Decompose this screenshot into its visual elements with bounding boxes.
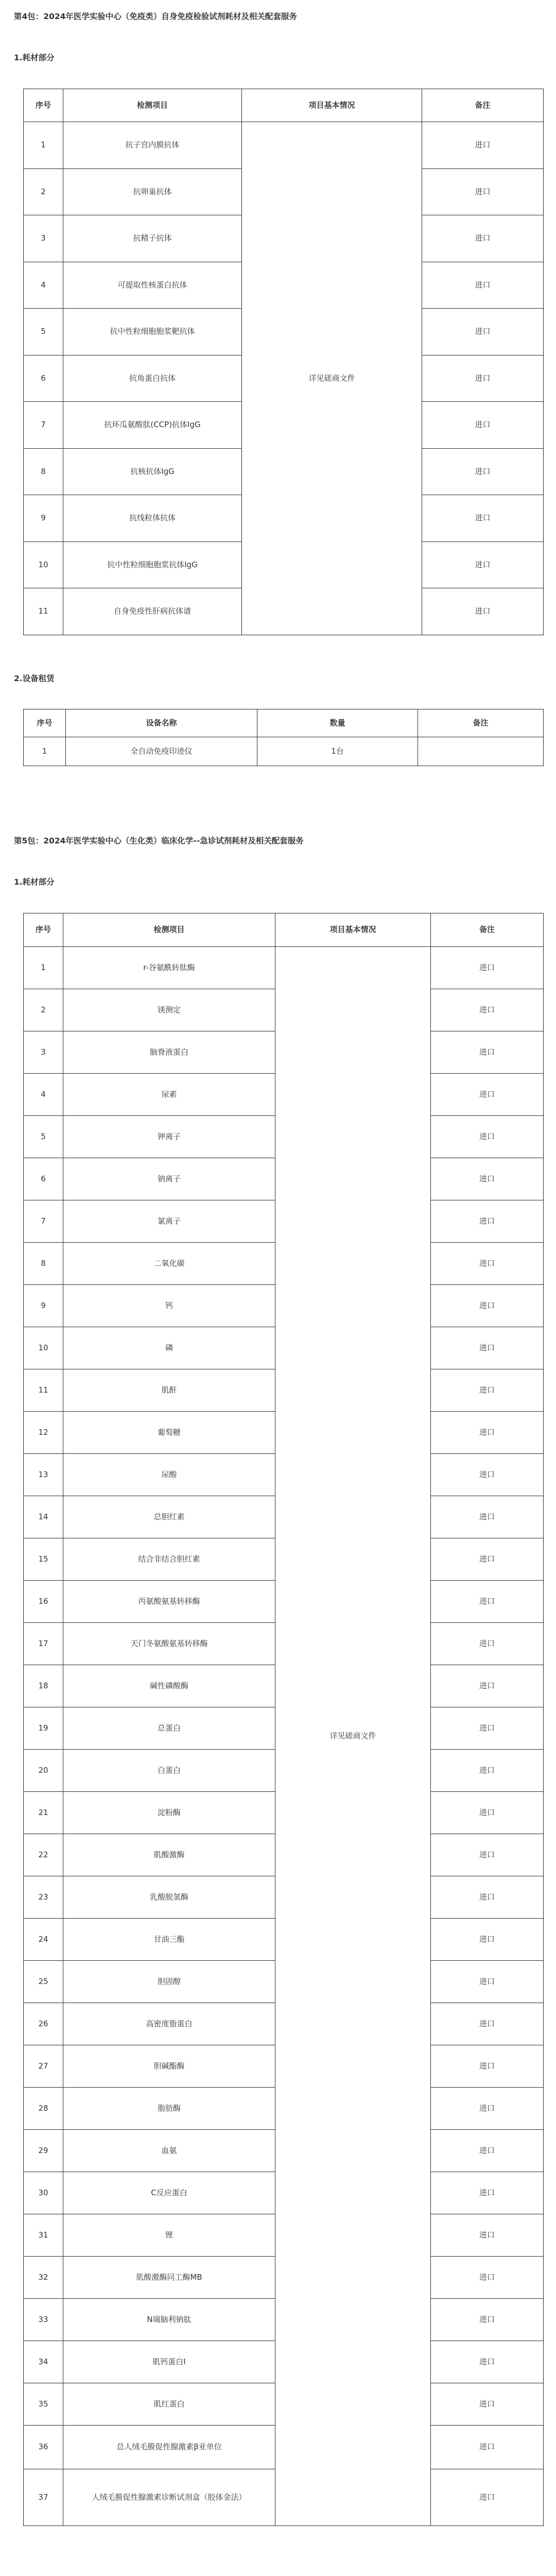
cell-item: 锂 (63, 2214, 275, 2257)
cell-no: 5 (24, 309, 63, 355)
cell-note: 进口 (431, 1327, 544, 1369)
cell-item: 磷 (63, 1327, 275, 1369)
cell-note: 进口 (422, 402, 544, 449)
cell-item: 乳酸脱氢酶 (63, 1876, 275, 1919)
cell-item: 总人绒毛膜促性腺激素β亚单位 (63, 2426, 275, 2469)
cell-item: 肌钙蛋白I (63, 2341, 275, 2383)
cell-note: 进口 (431, 1116, 544, 1158)
cell-item: 胆碱酯酶 (63, 2045, 275, 2088)
cell-no: 29 (24, 2130, 63, 2172)
cell-note: 进口 (422, 309, 544, 355)
cell-item: C反应蛋白 (63, 2172, 275, 2214)
cell-no: 37 (24, 2469, 63, 2526)
cell-no: 26 (24, 2003, 63, 2045)
cell-no: 33 (24, 2299, 63, 2341)
header-qty: 数量 (257, 709, 418, 737)
cell-note: 进口 (422, 355, 544, 402)
cell-note: 进口 (431, 1412, 544, 1454)
cell-no: 20 (24, 1750, 63, 1792)
cell-no: 10 (24, 541, 63, 588)
lot5-materials-heading: 1.耗材部分 (14, 877, 55, 887)
cell-no: 1 (24, 737, 66, 766)
cell-no: 15 (24, 1538, 63, 1581)
cell-no: 1 (24, 122, 63, 169)
cell-item: 钠离子 (63, 1158, 275, 1200)
cell-item: 淀粉酶 (63, 1792, 275, 1834)
cell-no: 23 (24, 1876, 63, 1919)
header-item: 检测项目 (63, 913, 275, 947)
cell-item: 尿酸 (63, 1454, 275, 1496)
cell-no: 14 (24, 1496, 63, 1538)
cell-item: 碱性磷酸酶 (63, 1665, 275, 1707)
cell-note: 进口 (431, 2426, 544, 2469)
cell-note: 进口 (431, 1919, 544, 1961)
cell-note: 进口 (431, 1623, 544, 1665)
cell-item: 抗线粒体抗体 (63, 495, 242, 542)
cell-item: 钾离子 (63, 1116, 275, 1158)
cell-no: 34 (24, 2341, 63, 2383)
cell-item: 抗精子抗体 (63, 215, 242, 262)
cell-note: 进口 (431, 2383, 544, 2426)
cell-info: 详见磋商文件 (242, 122, 422, 635)
cell-item: 胆固醇 (63, 1961, 275, 2003)
cell-note: 进口 (422, 122, 544, 169)
cell-item: 抗中性粒细胞胞浆抗体IgG (63, 541, 242, 588)
cell-note: 进口 (431, 1961, 544, 2003)
cell-note: 进口 (431, 1538, 544, 1581)
cell-no: 24 (24, 1919, 63, 1961)
cell-note: 进口 (431, 2299, 544, 2341)
cell-note: 进口 (422, 541, 544, 588)
header-no: 序号 (24, 913, 63, 947)
cell-no: 18 (24, 1665, 63, 1707)
lot5-materials-table (23, 913, 544, 2526)
cell-qty: 1台 (257, 737, 418, 766)
cell-note: 进口 (431, 1750, 544, 1792)
cell-note: 进口 (431, 1454, 544, 1496)
cell-no: 9 (24, 495, 63, 542)
cell-note: 进口 (422, 495, 544, 542)
header-name: 设备名称 (66, 709, 257, 737)
cell-no: 31 (24, 2214, 63, 2257)
cell-note: 进口 (431, 1792, 544, 1834)
cell-no: 17 (24, 1623, 63, 1665)
cell-note: 进口 (422, 215, 544, 262)
lot4-materials-table (23, 89, 544, 635)
cell-note: 进口 (431, 1496, 544, 1538)
cell-no: 30 (24, 2172, 63, 2214)
cell-item: 尿素 (63, 1074, 275, 1116)
lot4-title: 第4包：2024年医学实验中心（免疫类）自身免疫检验试剂耗材及相关配套服务 (14, 12, 297, 21)
cell-item: 天门冬氨酸氨基转移酶 (63, 1623, 275, 1665)
cell-no: 28 (24, 2088, 63, 2130)
cell-item: 肌酸激酶同工酶MB (63, 2257, 275, 2299)
cell-no: 1 (24, 947, 63, 989)
lot4-materials-heading: 1.耗材部分 (14, 53, 55, 62)
cell-no: 3 (24, 1031, 63, 1074)
cell-no: 4 (24, 1074, 63, 1116)
header-note: 备注 (418, 709, 544, 737)
cell-no: 2 (24, 168, 63, 215)
lot4-equipment-table (23, 709, 544, 766)
cell-item: 总蛋白 (63, 1707, 275, 1750)
cell-no: 22 (24, 1834, 63, 1876)
cell-no: 7 (24, 1200, 63, 1243)
cell-item: 总胆红素 (63, 1496, 275, 1538)
cell-note: 进口 (431, 947, 544, 989)
header-note: 备注 (431, 913, 544, 947)
cell-no: 21 (24, 1792, 63, 1834)
table-header-row (24, 913, 544, 947)
cell-no: 9 (24, 1285, 63, 1327)
cell-note: 进口 (431, 1074, 544, 1116)
cell-item: 抗中性粒细胞胞浆靶抗体 (63, 309, 242, 355)
cell-note: 进口 (431, 1031, 544, 1074)
cell-no: 2 (24, 989, 63, 1031)
cell-item: 甘油三酯 (63, 1919, 275, 1961)
cell-note: 进口 (431, 1707, 544, 1750)
cell-item: 脑脊液蛋白 (63, 1031, 275, 1074)
cell-note (418, 737, 544, 766)
cell-item: N端脑利钠肽 (63, 2299, 275, 2341)
cell-item: 丙氨酸氨基转移酶 (63, 1581, 275, 1623)
cell-no: 8 (24, 1243, 63, 1285)
cell-no: 36 (24, 2426, 63, 2469)
cell-note: 进口 (431, 2214, 544, 2257)
cell-item: 抗卵巢抗体 (63, 168, 242, 215)
cell-item: 高密度脂蛋白 (63, 2003, 275, 2045)
table-header-row (24, 89, 544, 122)
cell-item: r-谷氨酰转肽酶 (63, 947, 275, 989)
lot5-title: 第5包：2024年医学实验中心（生化类）临床化学--急诊试剂耗材及相关配套服务 (14, 836, 304, 845)
cell-note: 进口 (422, 168, 544, 215)
cell-note: 进口 (431, 2341, 544, 2383)
cell-note: 进口 (431, 1369, 544, 1412)
cell-item: 人绒毛膜促性腺激素诊断试剂盒（胶体金法） (63, 2469, 275, 2526)
cell-note: 进口 (431, 1158, 544, 1200)
cell-note: 进口 (431, 2172, 544, 2214)
cell-no: 11 (24, 588, 63, 635)
cell-item: 结合非结合胆红素 (63, 1538, 275, 1581)
cell-item: 血氨 (63, 2130, 275, 2172)
table-row (24, 737, 544, 766)
cell-note: 进口 (431, 1665, 544, 1707)
cell-no: 6 (24, 355, 63, 402)
cell-no: 5 (24, 1116, 63, 1158)
cell-item: 肌酸激酶 (63, 1834, 275, 1876)
cell-item: 自身免疫性肝病抗体谱 (63, 588, 242, 635)
cell-no: 25 (24, 1961, 63, 2003)
cell-note: 进口 (431, 989, 544, 1031)
cell-no: 11 (24, 1369, 63, 1412)
cell-note: 进口 (431, 2045, 544, 2088)
cell-note: 进口 (422, 588, 544, 635)
cell-no: 7 (24, 402, 63, 449)
table-header-row (24, 709, 544, 737)
cell-note: 进口 (422, 262, 544, 309)
lot4-equipment-heading: 2.设备租赁 (14, 674, 55, 683)
cell-note: 进口 (431, 1876, 544, 1919)
header-no: 序号 (24, 89, 63, 122)
cell-no: 35 (24, 2383, 63, 2426)
cell-note: 进口 (422, 448, 544, 495)
cell-info: 详见磋商文件 (275, 947, 431, 2526)
cell-note: 进口 (431, 1243, 544, 1285)
cell-no: 8 (24, 448, 63, 495)
header-info: 项目基本情况 (242, 89, 422, 122)
cell-item: 钙 (63, 1285, 275, 1327)
cell-note: 进口 (431, 2469, 544, 2526)
header-info: 项目基本情况 (275, 913, 431, 947)
cell-item: 抗环瓜氨酸肽(CCP)抗体IgG (63, 402, 242, 449)
cell-no: 27 (24, 2045, 63, 2088)
cell-no: 6 (24, 1158, 63, 1200)
cell-no: 4 (24, 262, 63, 309)
cell-note: 进口 (431, 2130, 544, 2172)
cell-no: 3 (24, 215, 63, 262)
cell-note: 进口 (431, 1581, 544, 1623)
cell-item: 镁测定 (63, 989, 275, 1031)
cell-name: 全自动免疫印迹仪 (66, 737, 257, 766)
cell-note: 进口 (431, 1200, 544, 1243)
cell-note: 进口 (431, 2088, 544, 2130)
cell-item: 抗角蛋白抗体 (63, 355, 242, 402)
cell-no: 32 (24, 2257, 63, 2299)
table-row (24, 122, 544, 169)
cell-no: 12 (24, 1412, 63, 1454)
table-row (24, 947, 544, 989)
cell-no: 16 (24, 1581, 63, 1623)
cell-item: 脂肪酶 (63, 2088, 275, 2130)
cell-no: 19 (24, 1707, 63, 1750)
cell-item: 肌红蛋白 (63, 2383, 275, 2426)
cell-note: 进口 (431, 2003, 544, 2045)
header-item: 检测项目 (63, 89, 242, 122)
cell-note: 进口 (431, 1285, 544, 1327)
cell-item: 肌酐 (63, 1369, 275, 1412)
cell-item: 二氧化碳 (63, 1243, 275, 1285)
cell-item: 白蛋白 (63, 1750, 275, 1792)
cell-no: 10 (24, 1327, 63, 1369)
header-no: 序号 (24, 709, 66, 737)
cell-no: 13 (24, 1454, 63, 1496)
cell-item: 抗子宫内膜抗体 (63, 122, 242, 169)
header-note: 备注 (422, 89, 544, 122)
cell-item: 氯离子 (63, 1200, 275, 1243)
cell-note: 进口 (431, 2257, 544, 2299)
cell-item: 抗核抗体IgG (63, 448, 242, 495)
cell-item: 可提取性核蛋白抗体 (63, 262, 242, 309)
cell-item: 葡萄糖 (63, 1412, 275, 1454)
cell-note: 进口 (431, 1834, 544, 1876)
